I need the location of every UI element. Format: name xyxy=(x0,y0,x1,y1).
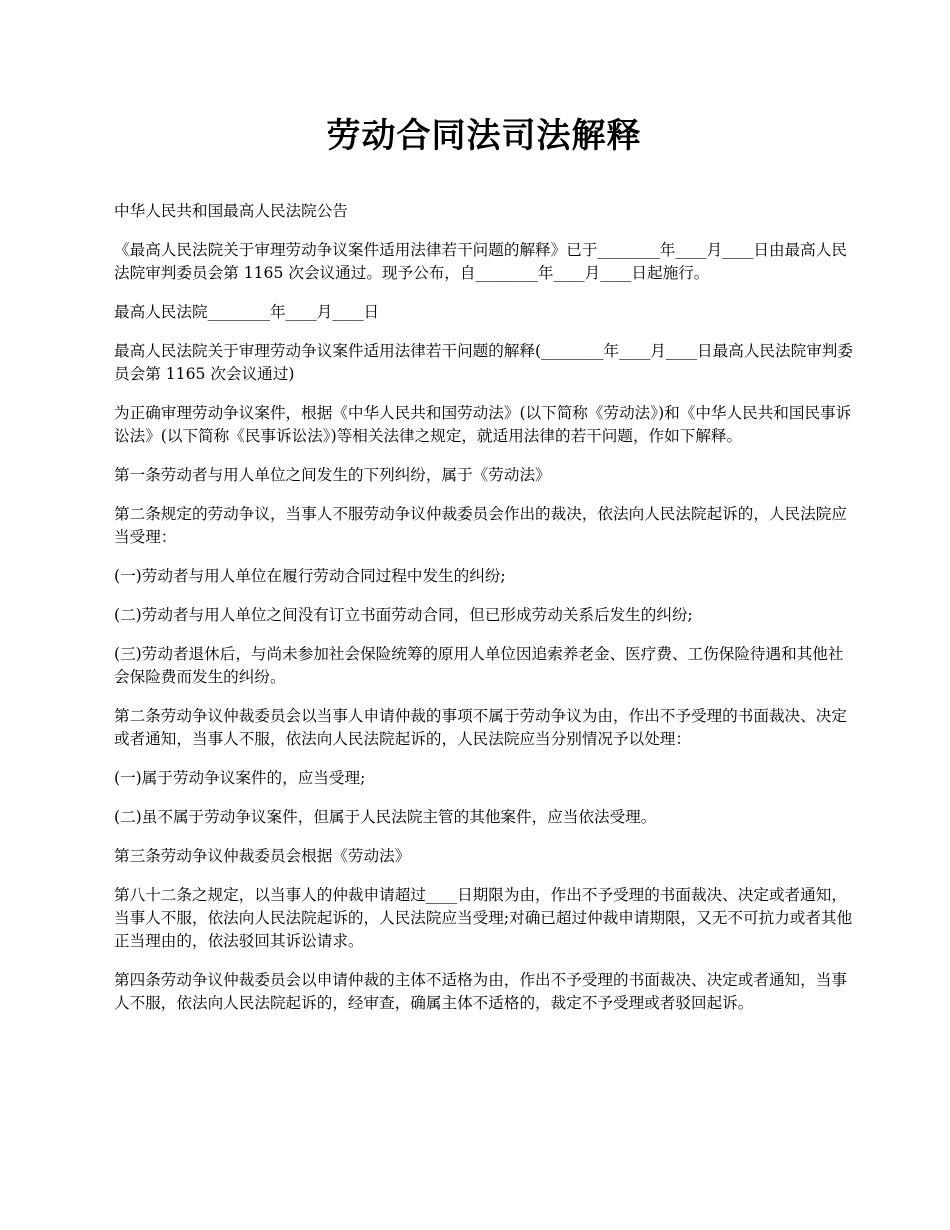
paragraph-item-2b-2: (二)虽不属于劳动争议案件，但属于人民法院主管的其他案件，应当依法受理。 xyxy=(114,808,657,826)
paragraph-article-2-intro: 第二条规定的劳动争议，当事人不服劳动争议仲裁委员会作出的裁决，依法向人民法院起诉的，人民法院应当受理： xyxy=(114,505,847,546)
paragraph-adoption: 《最高人民法院关于审理劳动争议案件适用法律若干问题的解释》已于________年____月____日由最高人民法院审判委员会第 1165 次会议通过。现予公布，自________年____月____日起施行。 xyxy=(114,241,847,282)
document-page xyxy=(114,108,854,1031)
paragraph-court-date: 最高人民法院________年____月____日 xyxy=(114,303,380,321)
paragraph-article-3: 第三条劳动争议仲裁委员会根据《劳动法》 xyxy=(114,847,411,865)
paragraph-article-1: 第一条劳动者与用人单位之间发生的下列纠纷，属于《劳动法》 xyxy=(114,466,551,484)
paragraph-article-2b: 第二条劳动争议仲裁委员会以当事人申请仲裁的事项不属于劳动争议为由，作出不予受理的书面裁决、决定或者通知，当事人不服，依法向人民法院起诉的，人民法院应当分别情况予以处理： xyxy=(114,707,847,748)
paragraph-article-82: 第八十二条之规定，以当事人的仲裁申请超过____日期限为由，作出不予受理的书面裁决、决定或者通知，当事人不服，依法向人民法院起诉的，人民法院应当受理;对确已超过仲裁申请期限，又无不可抗力或者其他正当理由的，依法驳回其诉讼请求。 xyxy=(114,886,853,950)
paragraph-article-4: 第四条劳动争议仲裁委员会以申请仲裁的主体不适格为由，作出不予受理的书面裁决、决定或者通知，当事人不服，依法向人民法院起诉的，经审查，确属主体不适格的，裁定不予受理或者驳回起诉。 xyxy=(114,971,847,1012)
paragraph-item-1: (一)劳动者与用人单位在履行劳动合同过程中发生的纠纷; xyxy=(114,567,506,585)
document-title: 劳动合同法司法解释 xyxy=(326,116,642,156)
paragraph-interpretation-heading: 最高人民法院关于审理劳动争议案件适用法律若干问题的解释(________年____月____日最高人民法院审判委员会第 1165 次会议通过) xyxy=(114,342,853,383)
paragraph-announcement: 中华人民共和国最高人民法院公告 xyxy=(114,202,348,220)
paragraph-item-2b-1: (一)属于劳动争议案件的，应当受理; xyxy=(114,769,366,787)
paragraph-item-3: (三)劳动者退休后，与尚未参加社会保险统筹的原用人单位因追索养老金、医疗费、工伤保险待遇和其他社会保险费而发生的纠纷。 xyxy=(114,645,844,686)
paragraph-item-2: (二)劳动者与用人单位之间没有订立书面劳动合同，但已形成劳动关系后发生的纠纷; xyxy=(114,606,693,624)
paragraph-preamble: 为正确审理劳动争议案件，根据《中华人民共和国劳动法》(以下简称《劳动法》)和《中华人民共和国民事诉讼法》(以下简称《民事诉讼法》)等相关法律之规定，就适用法律的若干问题，作如下解释。 xyxy=(114,404,852,445)
